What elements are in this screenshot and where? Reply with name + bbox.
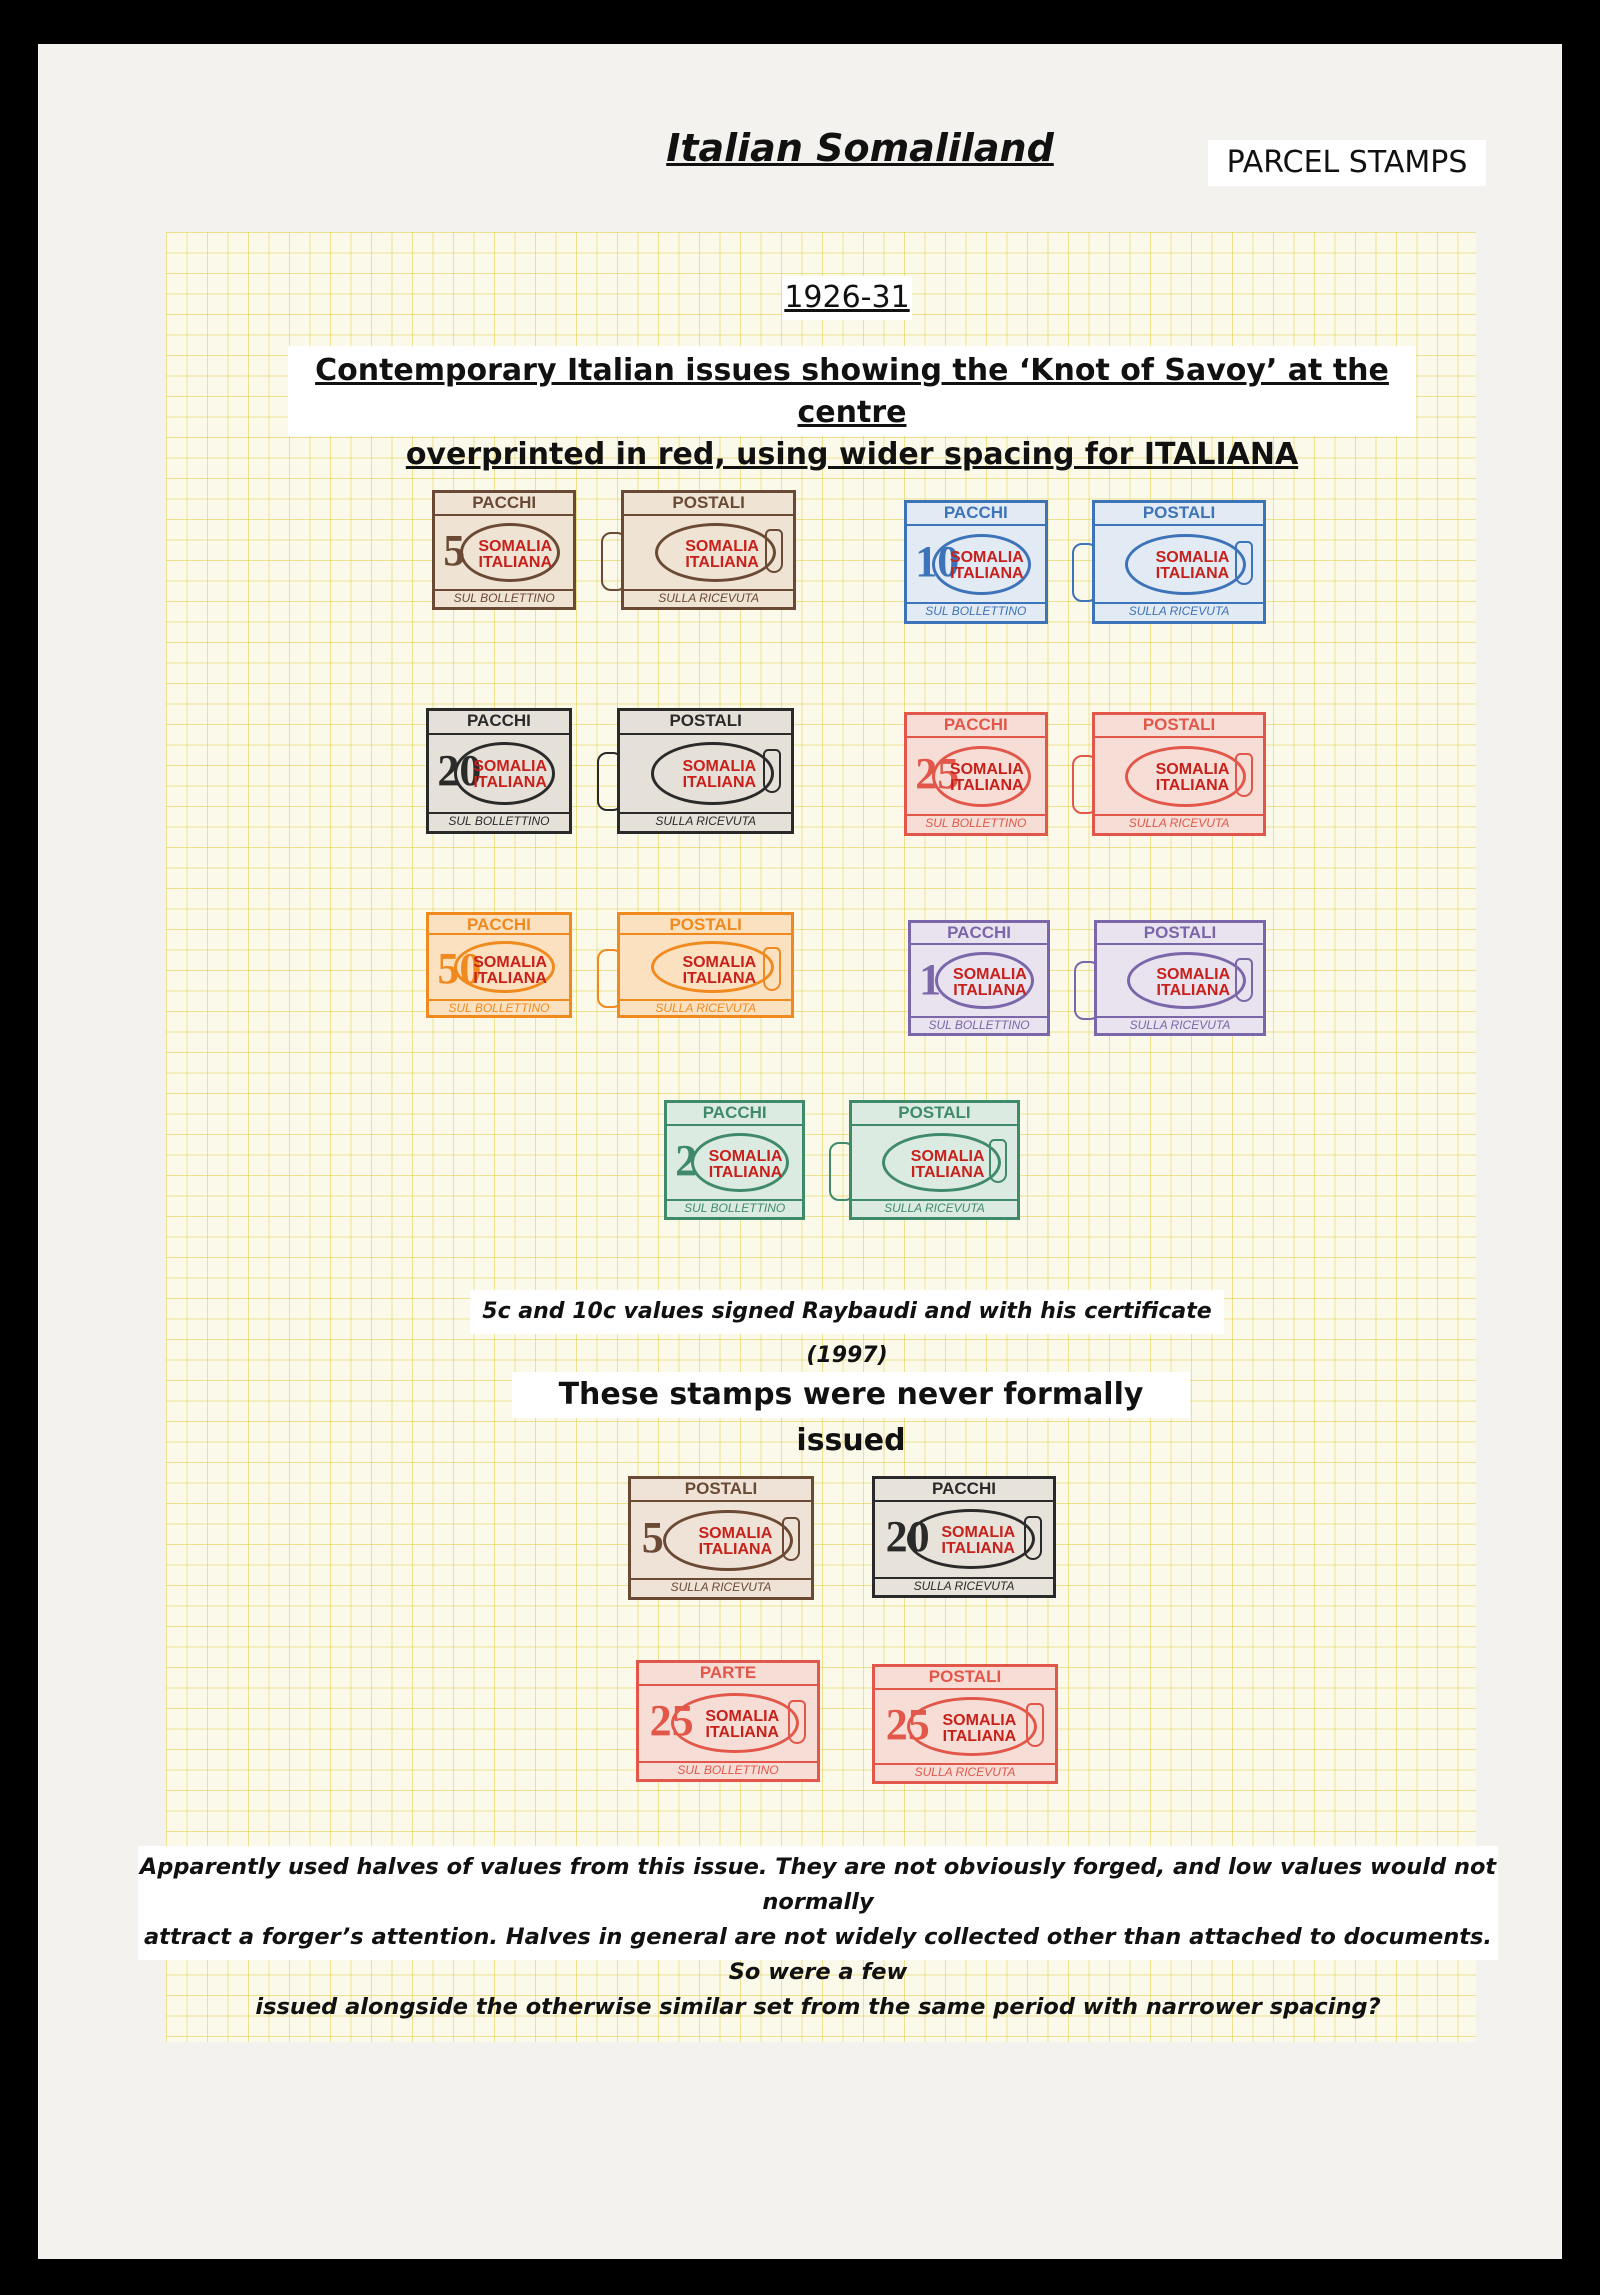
stamp-top-label: PACCHI [875,1479,1053,1502]
halves-note-line1: Apparently used halves of values from this issue. They are not obviously forged, and low values would not normally [139,1854,1497,1915]
arms-icon [1235,541,1253,585]
stamp-bottom-label: SULLA RICEVUTA [875,1577,1053,1595]
stamp-right-half [621,490,796,610]
stamp-overprint: SOMALIA ITALIANA [953,966,1027,999]
parcel-stamp-pair [656,1100,1028,1220]
halves-note-line3: issued alongside the otherwise similar set from the same period with narrower spacing? [255,1994,1381,2020]
stamp-bottom-left-label: SUL BOLLETTINO [667,1199,802,1217]
parcel-stamp-pair [418,708,802,834]
stamp-value: 25 [885,1699,930,1749]
arms-icon [763,749,781,793]
stamp-value: 5 [641,1513,664,1563]
arms-icon [1235,753,1253,797]
stamp-right-half [617,912,794,1018]
stamp-top-right-label: POSTALI [1095,715,1263,738]
stamp-overprint: SOMALIA ITALIANA [942,1711,1017,1745]
issue-year: 1926-31 [782,276,912,320]
stamp-bottom-right-label: SULLA RICEVUTA [852,1199,1017,1217]
stamp-half-body [872,1664,1058,1784]
arms-icon [1235,958,1253,1002]
parcel-stamp-pair [896,500,1274,624]
stamp-bottom-left-label: SUL BOLLETTINO [907,602,1045,621]
used-stamp-half [872,1476,1056,1598]
stamp-bottom-left-label: SUL BOLLETTINO [429,812,569,831]
stamp-right-half [849,1100,1020,1220]
arms-icon [763,947,781,991]
stamp-bottom-label: SUL BOLLETTINO [639,1761,817,1779]
stamp-overprint: SOMALIA ITALIANA [685,537,759,571]
signed-note: 5c and 10c values signed Raybaudi and with his certificate (1997) [470,1290,1224,1334]
issue-heading-line2: overprinted in red, using wider spacing for ITALIANA [405,437,1299,472]
stamp-top-left-label: PACCHI [911,923,1047,945]
arms-icon [765,529,783,573]
stamp-top-label: PARTE [639,1663,817,1686]
stamp-value: 20 [885,1512,930,1562]
stamp-half-body [872,1476,1056,1598]
stamp-overprint: SOMALIA ITALIANA [949,761,1024,795]
stamp-top-left-label: PACCHI [907,715,1045,738]
stamp-overprint: SOMALIA ITALIANA [708,1147,783,1181]
never-issued-note: These stamps were never formally issued [512,1372,1190,1418]
stamp-top-right-label: POSTALI [620,915,791,935]
section-label: PARCEL STAMPS [1208,140,1486,186]
page-title: Italian Somaliland [666,126,1054,170]
halves-note [138,1846,1498,2020]
stamp-right-half [1092,500,1266,624]
issue-heading-line1: Contemporary Italian issues showing the ‘Knot of Savoy’ at the centre [315,353,1389,430]
stamp-bottom-right-label: SULLA RICEVUTA [620,812,791,831]
stamp-left-half [426,912,572,1018]
stamp-overprint: SOMALIA ITALIANA [682,954,757,987]
stamp-overprint: SOMALIA ITALIANA [698,1525,773,1559]
parcel-stamp-pair [896,712,1274,836]
stamp-top-right-label: POSTALI [624,493,793,516]
stamp-right-half [1092,712,1266,836]
stamp-half-body [636,1660,820,1782]
arms-icon [989,1139,1007,1183]
stamp-right-half [1094,920,1266,1036]
stamp-value: 10 [915,537,960,587]
parcel-stamp-pair [424,490,804,610]
stamp-overprint: SOMALIA ITALIANA [682,758,757,791]
used-stamp-half [636,1660,820,1782]
stamp-top-right-label: POSTALI [1097,923,1263,945]
stamp-value: 25 [649,1696,694,1746]
stamp-bottom-right-label: SULLA RICEVUTA [1095,602,1263,621]
arms-icon [788,1700,806,1744]
stamp-top-left-label: PACCHI [435,493,573,516]
stamp-value: 25 [915,749,960,799]
stamp-overprint: SOMALIA ITALIANA [1155,761,1230,795]
stamp-top-right-label: POSTALI [1095,503,1263,526]
stamp-half-body [628,1476,814,1600]
used-stamp-half [628,1476,814,1600]
stamp-bottom-right-label: SULLA RICEVUTA [1095,814,1263,833]
stamp-bottom-left-label: SUL BOLLETTINO [907,814,1045,833]
issue-heading [288,346,1416,472]
stamp-bottom-right-label: SULLA RICEVUTA [624,589,793,607]
stamp-top-right-label: POSTALI [852,1103,1017,1126]
stamp-bottom-right-label: SULLA RICEVUTA [1097,1016,1263,1033]
stamp-overprint: SOMALIA ITALIANA [949,549,1024,583]
stamp-left-half [904,712,1048,836]
stamp-overprint: SOMALIA ITALIANA [910,1147,985,1181]
stamp-top-left-label: PACCHI [667,1103,802,1126]
arms-icon [782,1517,800,1561]
stamp-left-half [432,490,576,610]
stamp-overprint: SOMALIA ITALIANA [705,1708,780,1742]
stamp-overprint: SOMALIA ITALIANA [1155,549,1230,583]
stamp-top-left-label: PACCHI [429,915,569,935]
halves-note-line2: attract a forger’s attention. Halves in general are not widely collected other than attached to documents. So were a few [144,1924,1492,1985]
stamp-overprint: SOMALIA ITALIANA [473,758,548,791]
stamp-overprint: SOMALIA ITALIANA [941,1524,1016,1558]
stamp-value: 50 [437,944,482,993]
stamp-value: 2 [675,1135,698,1185]
stamp-right-half [617,708,794,834]
stamp-top-left-label: PACCHI [907,503,1045,526]
stamp-top-right-label: POSTALI [620,711,791,735]
parcel-stamp-pair [418,912,802,1018]
stamp-left-half [908,920,1050,1036]
used-stamp-half [872,1664,1058,1784]
stamp-overprint: SOMALIA ITALIANA [1156,966,1231,999]
stamp-overprint: SOMALIA ITALIANA [478,537,553,571]
stamp-value: 5 [443,525,466,575]
parcel-stamp-pair [900,920,1274,1036]
stamp-left-half [904,500,1048,624]
stamp-value: 20 [437,745,482,795]
stamp-value: 1 [919,954,942,1004]
stamp-bottom-label: SULLA RICEVUTA [631,1578,811,1597]
arms-icon [1026,1703,1044,1747]
stamp-bottom-right-label: SULLA RICEVUTA [620,999,791,1015]
stamp-bottom-left-label: SUL BOLLETTINO [911,1016,1047,1033]
stamp-overprint: SOMALIA ITALIANA [473,954,548,987]
stamp-top-label: POSTALI [631,1479,811,1502]
arms-icon [1024,1516,1042,1560]
stamp-bottom-label: SULLA RICEVUTA [875,1763,1055,1781]
stamp-top-label: POSTALI [875,1667,1055,1690]
stamp-left-half [426,708,572,834]
stamp-bottom-left-label: SUL BOLLETTINO [429,999,569,1015]
stamp-top-left-label: PACCHI [429,711,569,735]
stamp-left-half [664,1100,805,1220]
stamp-bottom-left-label: SUL BOLLETTINO [435,589,573,607]
